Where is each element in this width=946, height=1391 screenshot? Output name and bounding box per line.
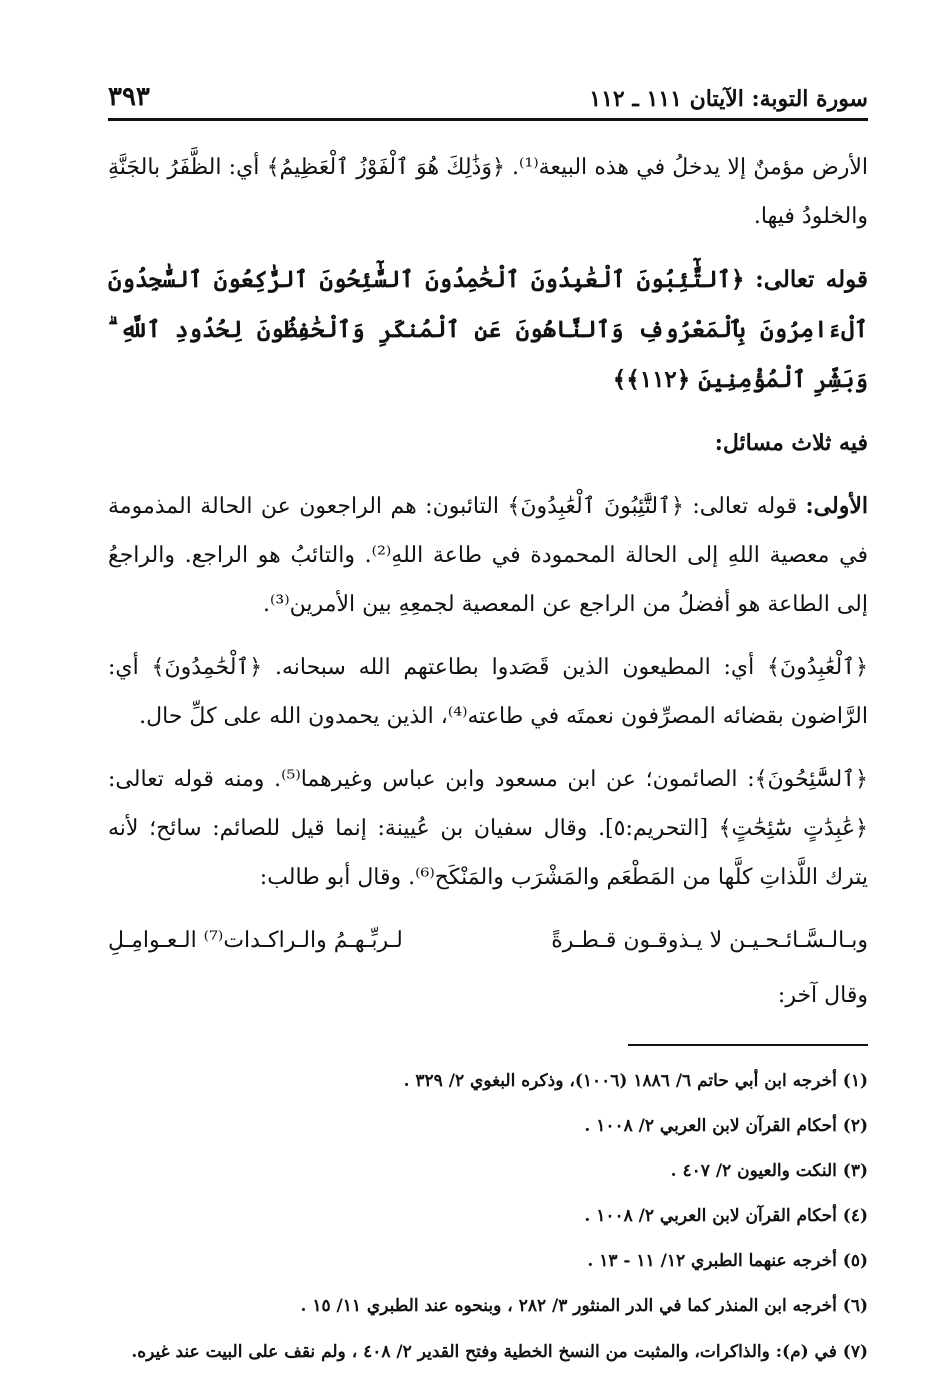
footnote-item: (٧) في (م): والذاكرات، والمثبت من النسخ الخطية وفتح القدير ٢/ ٤٠٨ ، ولم نقف على البيت عند غيره. bbox=[131, 1342, 868, 1362]
verse-lead: قوله تعالى: bbox=[755, 266, 869, 293]
poem-line bbox=[108, 916, 868, 965]
paragraph-7: وقال آخر: bbox=[777, 983, 868, 1008]
issues-heading: فيه ثلاث مسائل: bbox=[714, 430, 868, 456]
footnotes bbox=[108, 1066, 868, 1368]
footnote-item: (١) أخرجه ابن أبي حاتم ٦/ ١٨٨٦ (١٠٠٦)، وذكره البغوي ٢/ ٣٢٩ . bbox=[403, 1071, 868, 1091]
header-title: سورة التوبة: الآيتان ١١١ ـ ١١٢ bbox=[589, 86, 868, 112]
book-page bbox=[108, 60, 868, 1360]
page-number: ٣٩٣ bbox=[108, 82, 150, 112]
footnote-divider bbox=[628, 1044, 868, 1046]
footnote-item: (٢) أحكام القرآن لابن العربي ٢/ ١٠٠٨ . bbox=[584, 1116, 868, 1136]
footnote-item: (٥) أخرجه عنهما الطبري ١٢/ ١١ - ١٣ . bbox=[587, 1251, 868, 1271]
footnote-item: (٣) النكت والعيون ٢/ ٤٠٧ . bbox=[670, 1161, 868, 1181]
paragraph-6: ﴿ٱلسَّٰٓئِحُونَ﴾: الصائمون؛ عن ابن مسعود وابن عباس وغيرهما⁽⁵⁾. ومنه قوله تعالى: ﴿عَٰبِدَٰتٍ سَٰٓئِحَٰتٍ﴾ [التحريم:٥]. وقال سفيان بن عُيينة: إنما قيل للصائم: سائح؛ لأنه يترك اللَّذاتِ كلَّها من المَطْعَم والمَشْرَب والمَنْكَح⁽⁶⁾. وقال أبو طالب: bbox=[108, 767, 868, 890]
verse-paragraph bbox=[108, 255, 868, 405]
paragraph-first-issue bbox=[108, 482, 868, 629]
poem-hemistich-right: وبـالـسَّـائـحـيـن لا يـذوقـون قـطـرةً bbox=[551, 928, 868, 953]
main-text bbox=[108, 143, 868, 1020]
first-issue-lead: الأولى: bbox=[805, 493, 868, 519]
paragraph-1: الأرض مؤمنٌ إلا يدخلُ في هذه البيعة⁽¹⁾. ﴿وَذَٰلِكَ هُوَ ٱلْفَوْزُ ٱلْعَظِيمُ﴾ أي: الظَّفَرُ بالجَنَّةِ والخلودُ فيها. bbox=[108, 155, 869, 229]
running-header bbox=[108, 60, 868, 121]
poem-hemistich-left: لـربِّـهـمُ والـراكـدات⁽⁷⁾ الـعـوامِـلِ bbox=[108, 928, 403, 953]
verse-text: ﴿ٱلتَّٰٓئِبُونَ ٱلْعَٰبِدُونَ ٱلْحَٰمِدُونَ ٱلسَّٰٓئِحُونَ ٱلرَّٰكِعُونَ ٱلسَّٰجِدُونَ ٱلْءَامِرُونَ بِٱلْمَعْرُوفِ وَٱلنَّاهُونَ عَنِ ٱلْمُنكَرِ وَٱلْحَٰفِظُونَ لِحُدُودِ ٱللَّهِ ۗ وَبَشِّرِ ٱلْمُؤْمِنِينَ ﴿١١٢﴾﴾ bbox=[108, 266, 868, 393]
first-issue-text: قوله تعالى: ﴿ٱلتَّٰٓئِبُونَ ٱلْعَٰبِدُونَ﴾ التائبون: هم الراجعون عن الحالة المذمومة في معصية اللهِ إلى الحالة المحمودة في طاعة اللهِ⁽²⁾. والتائبُ هو الراجع. والراجعُ إلى الطاعة هو أفضلُ من الراجع عن المعصية لجمعِهِ بين الأمرين⁽³⁾. bbox=[108, 494, 868, 617]
footnote-item: (٦) أخرجه ابن المنذر كما في الدر المنثور ٣/ ٢٨٢ ، وبنحوه عند الطبري ١١/ ١٥ . bbox=[300, 1296, 868, 1316]
paragraph-5: ﴿ٱلْعَٰبِدُونَ﴾ أي: المطيعون الذين قَصَدوا بطاعتهم الله سبحانه. ﴿ٱلْحَٰمِدُونَ﴾ أي: الرَّاضون بقضائه المصرِّفون نعمتَه في طاعته⁽⁴⁾، الذين يحمدون الله على كلِّ حال. bbox=[108, 655, 868, 729]
footnote-item: (٤) أحكام القرآن لابن العربي ٢/ ١٠٠٨ . bbox=[584, 1206, 868, 1226]
